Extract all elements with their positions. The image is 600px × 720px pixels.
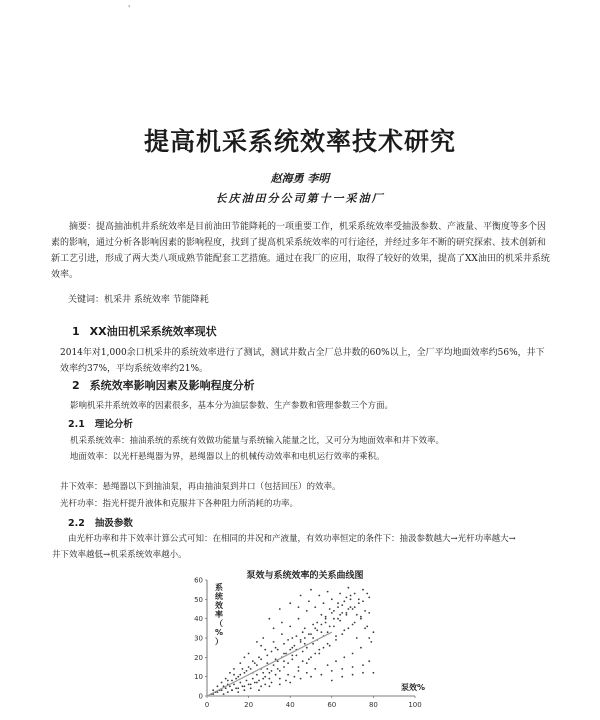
scatter-point — [337, 602, 339, 604]
scatter-point — [233, 674, 235, 676]
scatter-point — [281, 622, 283, 624]
chart-x-axis-label: 泵效% — [400, 683, 426, 692]
scatter-point — [283, 653, 285, 655]
scatter-point — [362, 672, 364, 674]
scatter-point — [348, 587, 350, 589]
scatter-point — [337, 618, 339, 620]
scatter-point — [231, 680, 233, 682]
y-tick-label: 20 — [194, 653, 203, 662]
scatter-point — [258, 656, 260, 658]
scatter-point — [300, 595, 302, 597]
scatter-point — [360, 618, 362, 620]
scatter-point — [262, 678, 264, 680]
x-tick-label: 40 — [285, 701, 295, 709]
scatter-point — [256, 674, 258, 676]
scatter-point — [246, 680, 248, 682]
scatter-point — [333, 610, 335, 612]
scatter-point — [329, 645, 331, 647]
scatter-point — [354, 593, 356, 595]
scatter-point — [310, 589, 312, 591]
scatter-point — [331, 670, 333, 672]
scatter-point — [281, 633, 283, 635]
scatter-point — [225, 687, 227, 689]
scatter-point — [254, 662, 256, 664]
scatter-point — [306, 610, 308, 612]
scatter-point — [239, 662, 241, 664]
scatter-point — [366, 626, 368, 628]
scatter-point — [314, 606, 316, 608]
section-2-2-heading — [68, 515, 133, 529]
scatter-point — [366, 593, 368, 595]
scatter-point — [352, 674, 354, 676]
scatter-point — [289, 682, 291, 684]
scatter-point — [321, 631, 323, 633]
scatter-point — [283, 666, 285, 668]
scatter-point — [269, 672, 271, 674]
scatter-point — [233, 684, 235, 686]
scatter-point — [242, 685, 244, 687]
scatter-point — [333, 618, 335, 620]
scatter-point — [306, 647, 308, 649]
scatter-point — [360, 616, 362, 618]
scatter-point — [356, 614, 358, 616]
scatter-point — [314, 653, 316, 655]
scatter-point — [352, 653, 354, 655]
scatter-point — [308, 600, 310, 602]
section-1-text: 2014年对1,000余口机采井的系统效率进行了测试，测试井数占全厂总井数的60%以上，全厂平均地面效率约56%，井下效率约37%，平均系统效率约21%。 — [60, 348, 545, 374]
scatter-point — [279, 608, 281, 610]
scatter-point — [229, 685, 231, 687]
scatter-point — [306, 672, 308, 674]
scatter-point — [346, 597, 348, 599]
scatter-point — [283, 660, 285, 662]
scatter-point — [310, 676, 312, 678]
scatter-point — [271, 682, 273, 684]
scatter-point — [343, 629, 345, 631]
scatter-point — [250, 687, 252, 689]
scatter-point — [294, 645, 296, 647]
scatter-point — [310, 656, 312, 658]
scatter-point — [341, 676, 343, 678]
scatter-point — [242, 668, 244, 670]
scatter-point — [273, 627, 275, 629]
scatter-point — [316, 629, 318, 631]
scatter-point — [256, 641, 258, 643]
scatter-point — [304, 637, 306, 639]
scatter-point — [370, 641, 372, 643]
definition-downhole-efficiency: 井下效率：悬绳器以下到抽油泵，再由抽油泵到井口（包括回压）的效率。 — [60, 482, 341, 492]
scatter-point — [310, 633, 312, 635]
scatter-point — [302, 651, 304, 653]
scatter-point — [373, 672, 375, 674]
scatter-point — [237, 691, 239, 693]
section-2-2-line-1: 由光杆功率和井下效率计算公式可知：在相同的井况和产液量，有效功率恒定的条件下：抽汲参数越大→光杆功率越大→ — [68, 534, 516, 544]
scatter-point — [331, 680, 333, 682]
scatter-point — [246, 670, 248, 672]
scatter-point — [335, 639, 337, 641]
scatter-point — [275, 658, 277, 660]
scatter-point — [352, 608, 354, 610]
scatter-point — [341, 604, 343, 606]
section-2-1-number: 2.1 — [68, 419, 85, 430]
scatter-point — [327, 591, 329, 593]
scatter-point — [271, 651, 273, 653]
scatter-point — [300, 639, 302, 641]
scatter-point — [312, 637, 314, 639]
scatter-point — [335, 660, 337, 662]
scatter-point — [225, 678, 227, 680]
scatter-point — [250, 684, 252, 686]
corner-mark: ' — [128, 4, 131, 13]
scatter-point — [264, 676, 266, 678]
scatter-point — [248, 653, 250, 655]
scatter-point — [298, 670, 300, 672]
scatter-point — [318, 595, 320, 597]
scatter-point — [279, 684, 281, 686]
scatter-point — [348, 627, 350, 629]
scatter-point — [279, 678, 281, 680]
keywords: 关键词：机采井 系统效率 节能降耗 — [68, 295, 209, 305]
scatter-point — [358, 598, 360, 600]
scatter-point — [229, 672, 231, 674]
scatter-point — [289, 649, 291, 651]
definition-system-efficiency: 机采系统效率：抽油系统的系统有效做功能量与系统输入能量之比，又可分为地面效率和井下效率。 — [70, 436, 445, 446]
scatter-point — [275, 674, 277, 676]
scatter-point — [227, 691, 229, 693]
scatter-point — [273, 641, 275, 643]
y-tick-label: 60 — [194, 576, 203, 585]
section-2-2-number: 2.2 — [68, 518, 85, 529]
scatter-point — [356, 637, 358, 639]
scatter-point — [302, 660, 304, 662]
scatter-point — [302, 631, 304, 633]
scatter-point — [308, 658, 310, 660]
scatter-point — [287, 662, 289, 664]
scatter-point — [331, 598, 333, 600]
scatter-point — [237, 687, 239, 689]
scatter-point — [223, 693, 225, 695]
scatter-point — [296, 655, 298, 657]
scatter-point — [352, 624, 354, 626]
scatter-point — [244, 689, 246, 691]
scatter-point — [264, 649, 266, 651]
scatter-point — [333, 626, 335, 628]
scatter-point — [273, 664, 275, 666]
scatter-point — [341, 633, 343, 635]
y-tick-label: 30 — [194, 634, 203, 643]
x-tick-label: 0 — [204, 701, 210, 709]
y-axis-label-text: 系统效率（%） — [214, 583, 224, 646]
scatter-point — [325, 622, 327, 624]
scatter-point — [364, 610, 366, 612]
section-2-number: 2 — [72, 379, 80, 392]
scatter-point — [360, 647, 362, 649]
scatter-point — [368, 660, 370, 662]
section-1-heading — [72, 323, 217, 339]
scatter-point — [239, 674, 241, 676]
scatter-point — [350, 606, 352, 608]
scatter-point — [235, 678, 237, 680]
scatter-point — [327, 664, 329, 666]
section-2-1-title: 理论分析 — [94, 419, 133, 430]
scatter-point — [331, 612, 333, 614]
scatter-point — [252, 678, 254, 680]
scatter-point — [221, 689, 223, 691]
scatter-point — [287, 674, 289, 676]
scatter-point — [235, 687, 237, 689]
scatter-point — [287, 639, 289, 641]
scatter-point — [350, 595, 352, 597]
scatter-point — [252, 660, 254, 662]
definition-surface-efficiency: 地面效率：以光杆悬绳器为界，悬绳器以上的机械传动效率和电机运行效率的乘积。 — [70, 452, 385, 462]
scatter-point — [298, 666, 300, 668]
scatter-point — [373, 631, 375, 633]
scatter-point — [346, 614, 348, 616]
scatter-point — [323, 602, 325, 604]
page-title: 提高机采系统效率技术研究 — [143, 127, 456, 156]
scatter-point — [300, 678, 302, 680]
scatter-point — [264, 684, 266, 686]
section-1-number: 1 — [72, 325, 80, 338]
x-tick-label: 100 — [408, 701, 422, 709]
scatter-point — [262, 672, 264, 674]
section-2-heading — [72, 377, 255, 393]
y-tick-label: 40 — [194, 615, 203, 624]
section-2-intro: 影响机采井系统效率的因素很多，基本分为油层参数、生产参数和管理参数三个方面。 — [70, 401, 394, 411]
scatter-point — [289, 602, 291, 604]
scatter-point — [339, 614, 341, 616]
scatter-point — [298, 606, 300, 608]
scatter-point — [327, 643, 329, 645]
scatter-point — [327, 631, 329, 633]
x-tick-label: 20 — [244, 701, 254, 709]
scatter-point — [269, 678, 271, 680]
scatter-point — [306, 662, 308, 664]
scatter-point — [285, 680, 287, 682]
scatter-point — [298, 618, 300, 620]
scatter-point — [260, 645, 262, 647]
scatter-point — [283, 643, 285, 645]
section-2-2-title: 抽汲参数 — [94, 518, 133, 529]
scatter-point — [260, 685, 262, 687]
scatter-point — [364, 627, 366, 629]
scatter-point — [291, 647, 293, 649]
scatter-point — [341, 668, 343, 670]
y-tick-label: 10 — [194, 673, 203, 682]
scatter-point — [329, 626, 331, 628]
scatter-point — [362, 664, 364, 666]
scatter-point — [254, 682, 256, 684]
scatter-point — [233, 668, 235, 670]
affiliation: 长庆油田分公司第十一采油厂 — [215, 192, 385, 205]
scatter-point — [291, 637, 293, 639]
scatter-point — [343, 600, 345, 602]
scatter-point — [250, 668, 252, 670]
scatter-point — [339, 593, 341, 595]
scatter-point — [217, 685, 219, 687]
scatter-point — [368, 612, 370, 614]
scatter-point — [279, 670, 281, 672]
scatter-point — [321, 674, 323, 676]
scatter-point — [354, 606, 356, 608]
scatter-point — [314, 668, 316, 670]
x-tick-label: 80 — [368, 701, 378, 709]
scatter-point — [221, 682, 223, 684]
scatter-point — [260, 658, 262, 660]
scatter-point — [341, 612, 343, 614]
y-tick-label: 0 — [198, 692, 203, 701]
scatter-point — [352, 666, 354, 668]
scatter-point — [312, 643, 314, 645]
scatter-point — [258, 689, 260, 691]
scatter-point — [329, 608, 331, 610]
scatter-point — [337, 606, 339, 608]
scatter-point — [318, 653, 320, 655]
section-1-title: XX油田机采系统效率现状 — [89, 325, 217, 338]
scatter-point — [300, 641, 302, 643]
scatter-point — [231, 689, 233, 691]
scatter-point — [269, 685, 271, 687]
scatter-point — [269, 618, 271, 620]
chart-title: 泵效与系统效率的关系曲线图 — [246, 571, 364, 581]
scatter-point — [346, 612, 348, 614]
scatter-point — [256, 664, 258, 666]
scatter-point — [291, 655, 293, 657]
scatter-point — [358, 602, 360, 604]
scatter-point — [354, 622, 356, 624]
definition-rod-power: 光杆功率：指光杆提升液体和克服井下各种阻力所消耗的功率。 — [60, 499, 299, 509]
scatter-point — [244, 685, 246, 687]
scatter-point — [339, 620, 341, 622]
scatter-point — [262, 637, 264, 639]
scatter-point — [296, 635, 298, 637]
scatter-point — [212, 689, 214, 691]
abstract: 摘要：提高抽油机井系统效率是目前油田节能降耗的一项重要工作，机采系统效率受抽汲参数、产液量、平衡度等多个因素的影响，通过分析各影响因素的影响程度，找到了提高机采系统效率的可行途径，并经过多年不断的研究探索、技术创新和新工艺引进，形成了两大类八项成熟节能配套工艺措施。通过在我厂的应用，取得了较好的效果，提高了XX油田的机采井系统效率。 — [51, 222, 550, 280]
scatter-point — [335, 635, 337, 637]
scatter-point — [316, 622, 318, 624]
section-2-title: 系统效率影响因素及影响程度分析 — [89, 379, 255, 392]
scatter-point — [304, 627, 306, 629]
scatter-point — [325, 616, 327, 618]
scatter-point — [308, 633, 310, 635]
scatter-point — [368, 597, 370, 599]
scatter-point — [239, 682, 241, 684]
scatter-point — [348, 608, 350, 610]
scatter-point — [244, 656, 246, 658]
scatter-point — [271, 670, 273, 672]
scatter-point — [248, 666, 250, 668]
scatter-point — [277, 649, 279, 651]
authors: 赵海勇 李明 — [270, 172, 330, 185]
scatter-point — [314, 627, 316, 629]
scatter-point — [318, 649, 320, 651]
scatter-point — [294, 676, 296, 678]
scatter-point — [266, 655, 268, 657]
scatter-point — [304, 643, 306, 645]
scatter-point — [362, 589, 364, 591]
section-2-2-line-2: 井下效率越低→机采系统效率越小。 — [52, 550, 187, 560]
scatter-point — [362, 600, 364, 602]
scatter-point — [266, 668, 268, 670]
scatter-point — [227, 680, 229, 682]
scatter-point — [323, 647, 325, 649]
scatter-point — [350, 598, 352, 600]
scatter-point — [312, 624, 314, 626]
scatter-point — [275, 647, 277, 649]
scatter-point — [321, 624, 323, 626]
scatter-point — [368, 637, 370, 639]
scatter-point — [343, 656, 345, 658]
scatter-point — [248, 684, 250, 686]
scatter-point — [285, 653, 287, 655]
scatter-point — [277, 668, 279, 670]
scatter-chart — [180, 566, 430, 718]
section-2-1-heading — [68, 416, 133, 430]
scatter-point — [256, 682, 258, 684]
scatter-point — [291, 658, 293, 660]
y-tick-label: 50 — [194, 595, 203, 604]
chart-y-axis-label — [215, 582, 223, 646]
scatter-point — [258, 680, 260, 682]
scatter-point — [289, 626, 291, 628]
scatter-point — [244, 672, 246, 674]
scatter-point — [325, 618, 327, 620]
x-tick-label: 60 — [327, 701, 337, 709]
scatter-point — [237, 676, 239, 678]
scatter-point — [321, 614, 323, 616]
scatter-point — [266, 662, 268, 664]
